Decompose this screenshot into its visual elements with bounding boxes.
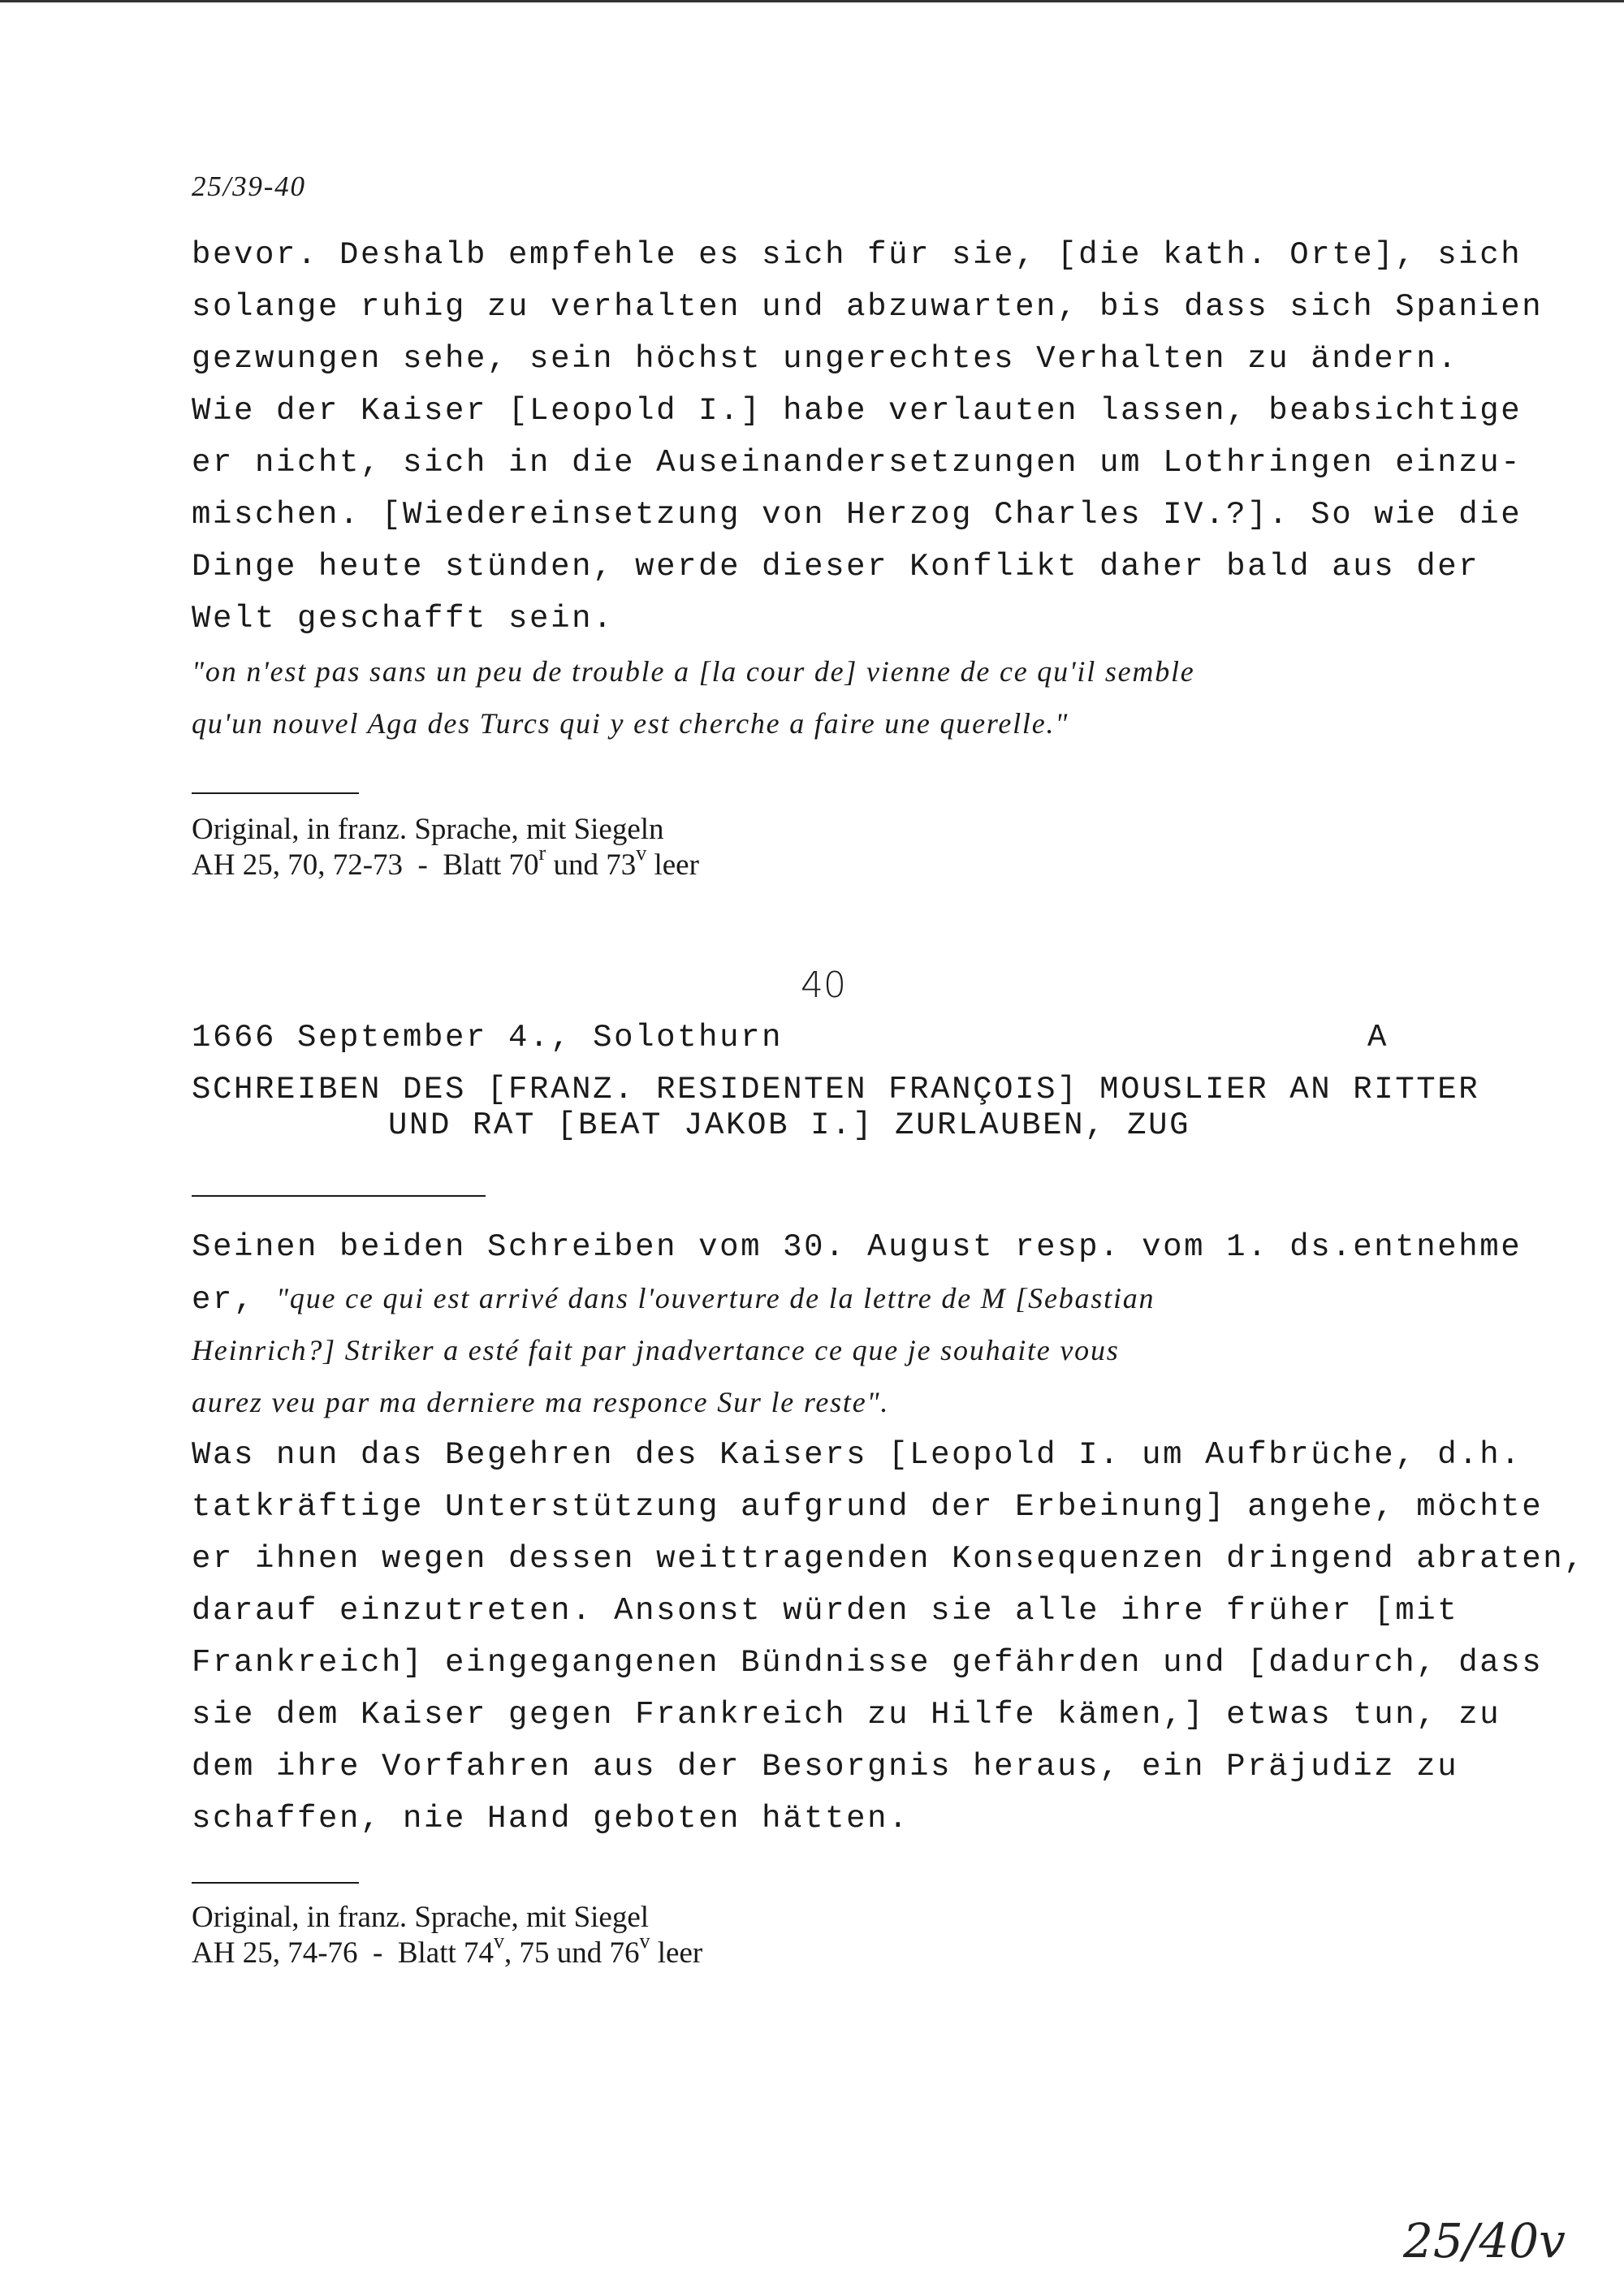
page-reference: 25/39-40 [192,170,306,202]
text-line: Seinen beiden Schreiben vom 30. August resp. vom 1. ds.entnehme [192,1229,1522,1265]
title-line: SCHREIBEN DES [FRANZ. RESIDENTEN FRANÇOIS] MOUSLIER AN RITTER [192,1072,1480,1107]
text-line: solange ruhig zu verhalten und abzuwarten, bis dass sich Spanien [192,289,1544,325]
text-line: Welt geschafft sein. [192,601,615,637]
quote-line: aurez veu par ma derniere ma responce Sur le reste". [192,1386,890,1418]
text-line: gezwungen sehe, sein höchst ungerechtes Verhalten zu ändern. [192,341,1459,377]
text-line: dem ihre Vorfahren aus der Besorgnis heraus, ein Präjudiz zu [192,1749,1459,1785]
text-line: mischen. [Wiedereinsetzung von Herzog Charles IV.?]. So wie die [192,497,1522,533]
text-line: schaffen, nie Hand geboten hätten. [192,1801,910,1837]
source-line: Original, in franz. Sprache, mit Siegeln [192,813,664,846]
text-line: sie dem Kaiser gegen Frankreich zu Hilfe kämen,] etwas tun, zu [192,1697,1501,1733]
page-top-edge [0,0,1624,2]
text-line: darauf einzutreten. Ansonst würden sie alle ihre früher [mit [192,1593,1459,1629]
source-line: AH 25, 74-76 - Blatt 74$^v$, 75 und 76$^v$ leer [192,1929,703,1970]
source-line: AH 25, 70, 72-73 - Blatt 70$^r$ und 73$^v$ leer [192,841,699,882]
text-line: Dinge heute stünden, werde dieser Konflikt daher bald aus der [192,549,1480,585]
source-line: Original, in franz. Sprache, mit Siegel [192,1901,650,1934]
text-line: er ihnen wegen dessen weittragenden Konsequenzen dringend abraten, [192,1541,1586,1577]
handwritten-page-reference: 25/40v [1403,2213,1566,2268]
text-line: Wie der Kaiser [Leopold I.] habe verlauten lassen, beabsichtige [192,393,1522,429]
document-number: 40 [801,965,846,1006]
quote-line: Heinrich?] Striker a esté fait par jnadvertance ce que je souhaite vous [192,1334,1120,1366]
text-line: bevor. Deshalb empfehle es sich für sie, [die kath. Orte], sich [192,237,1522,273]
footnote-divider [192,792,359,794]
quote-line: "on n'est pas sans un peu de trouble a [la cour de] vienne de ce qu'il semble [192,655,1195,688]
text-line: tatkräftige Unterstützung aufgrund der Erbeinung] angehe, möchte [192,1489,1544,1525]
date-place: 1666 September 4., Solothurn [192,1020,784,1055]
text-line: Was nun das Begehren des Kaisers [Leopold I. um Aufbrüche, d.h. [192,1437,1522,1473]
footnote-divider [192,1882,359,1884]
document-marker: A [1367,1020,1389,1055]
text-line: er nicht, sich in die Auseinandersetzungen um Lothringen einzu- [192,445,1522,481]
title-divider [192,1195,486,1197]
text-line: Frankreich] eingegangenen Bündnisse gefährden und [dadurch, dass [192,1645,1544,1681]
title-line: UND RAT [BEAT JAKOB I.] ZURLAUBEN, ZUG [388,1107,1191,1143]
quote-line: qu'un nouvel Aga des Turcs qui y est cherche a faire une querelle." [192,707,1069,740]
text-line: er, "que ce qui est arrivé dans l'ouverture de la lettre de M [Sebastian [192,1282,1155,1318]
